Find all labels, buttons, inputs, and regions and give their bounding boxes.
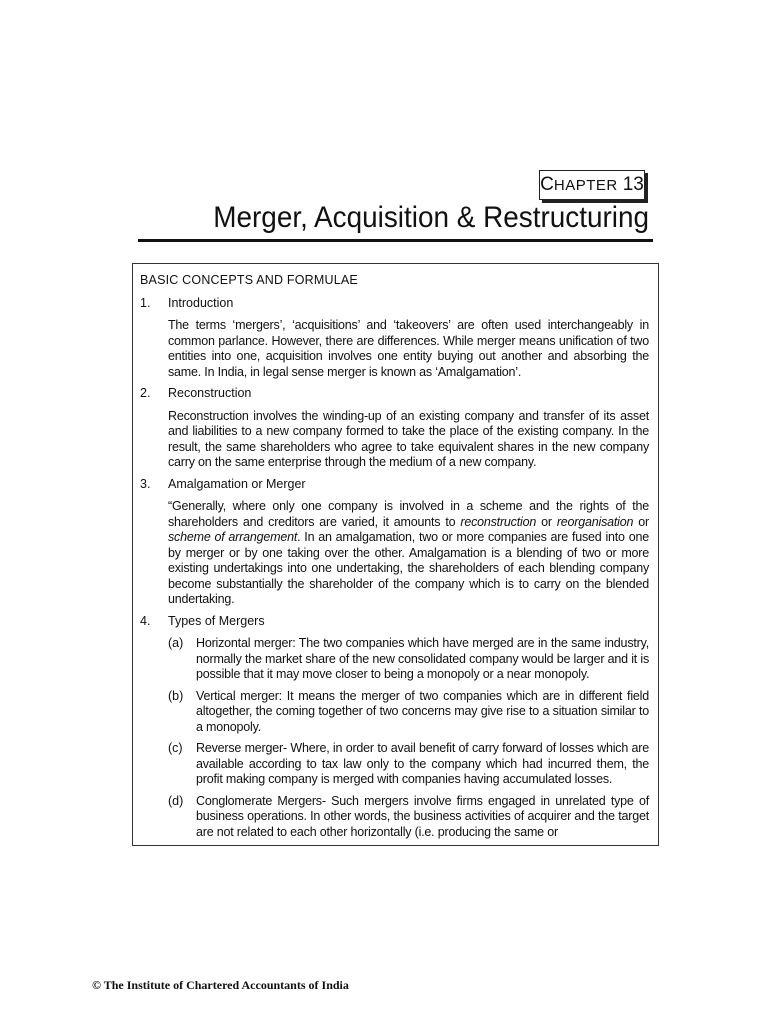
list-item-reverse-merger — [168, 741, 649, 788]
emphasis-term: reorganisation — [556, 514, 634, 529]
title-rule — [138, 239, 653, 242]
list-item-horizontal-merger — [168, 636, 649, 683]
list-item-vertical-merger — [168, 689, 649, 736]
list-item-conglomerate-merger — [168, 794, 649, 841]
section-heading: Reconstruction — [168, 386, 252, 400]
section-heading: Types of Mergers — [168, 613, 265, 628]
copyright-footer: © The Institute of Chartered Accountants of India — [92, 978, 349, 992]
section-reconstruction — [140, 386, 649, 471]
list-text: Vertical merger: It means the merger of two companies which are in different field altogether, the coming together of two concerns may give rise to a situation similar to a monopoly. — [196, 688, 649, 734]
page-title: Merger, Acquisition & Restructuring — [213, 201, 649, 234]
list-text: Reverse merger- Where, in order to avail benefit of carry forward of losses which are available according to tax law only to the company which had incurred them, the profit making company is merged with companies having accumulated losses. — [196, 741, 649, 786]
section-heading: Amalgamation or Merger — [168, 476, 306, 491]
section-types-of-mergers — [140, 614, 649, 841]
section-body: The terms ‘mergers’, ‘acquisitions’ and ‘takeovers’ are often used interchangeably in common parlance. However, there are differences. While merger means unification of two entities into one, acquisition involves one entity buying out another and absorbing the same. In India, in legal sense merger is known as ‘Amalgamation’. — [168, 318, 649, 379]
box-heading: BASIC CONCEPTS AND FORMULAE — [140, 273, 358, 287]
list-text: Conglomerate Mergers- Such mergers involve firms engaged in unrelated type of business operations. In other words, the business activities of acquirer and the target are not related to each other horizontally (i.e. producing the same or — [196, 793, 649, 839]
section-body — [168, 499, 649, 608]
chapter-cap: C — [540, 174, 554, 195]
section-heading: Introduction — [168, 295, 234, 310]
section-number: 3. — [140, 476, 151, 491]
section-number: 4. — [140, 613, 151, 628]
list-label: (b) — [168, 688, 184, 703]
list-text: Horizontal merger: The two companies which have merged are in the same industry, normally the market share of the new consolidated company would be larger and it is possible that it may move closer to being a monopoly or a near monopoly. — [196, 636, 649, 681]
chapter-label — [539, 170, 645, 200]
section-body: Reconstruction involves the winding-up of an existing company and transfer of its asset and liabilities to a new company formed to take the place of the existing company. In the result, the same shareholders who agree to take equivalent shares in the new company carry on the same enterprise through the medium of a new company. — [168, 408, 649, 469]
section-number: 2. — [140, 386, 151, 400]
chapter-number: 13 — [622, 174, 644, 195]
body-text: . In an amalgamation, two or more companies are fused into one by merger or by one taking over the other. Amalgamation is a blending of two or more existing undertakings into one undertaking, the shareholders of each blending company become substantially the shareholder of the company which is to carry on the blended undertaking. — [168, 530, 649, 606]
emphasis-term: reconstruction — [460, 514, 537, 529]
body-text: or — [633, 514, 649, 529]
chapter-word: HAPTER — [553, 176, 618, 194]
section-introduction — [140, 296, 649, 381]
body-text: “Generally, where only one company is involved in a scheme and the rights of the shareholders and creditors are varied, it amounts to — [168, 499, 649, 529]
body-text: or — [536, 514, 557, 529]
concepts-box — [132, 263, 659, 846]
list-label: (d) — [168, 793, 184, 808]
section-number: 1. — [140, 295, 151, 310]
section-amalgamation — [140, 477, 649, 608]
list-label: (a) — [168, 636, 184, 650]
list-label: (c) — [168, 741, 183, 755]
emphasis-term: scheme of arrangement — [168, 530, 298, 544]
